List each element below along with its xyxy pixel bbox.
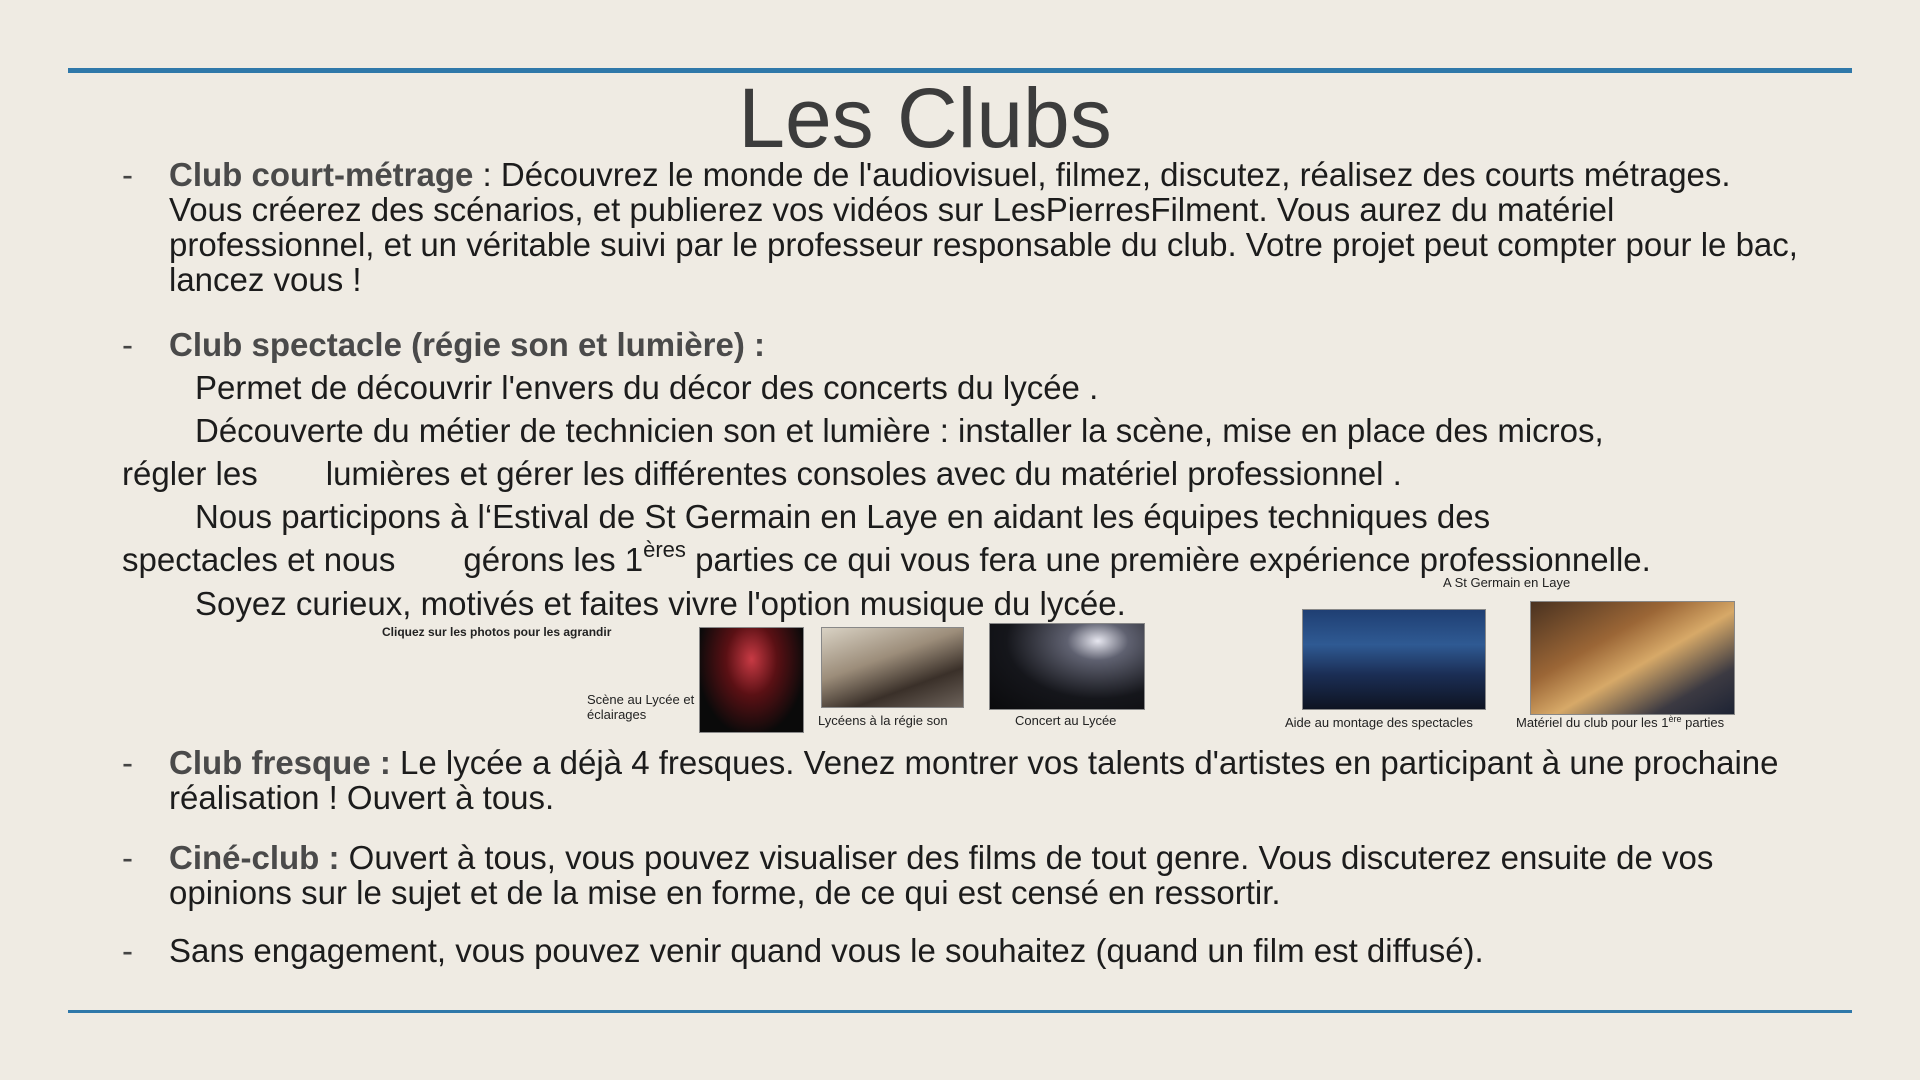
club-court-text xyxy=(169,157,1802,297)
photo-regie-son[interactable] xyxy=(821,627,964,708)
bullet-dash: - xyxy=(122,744,133,781)
club-fresque-name: Club fresque : xyxy=(169,744,391,781)
photo-scene-lycee[interactable] xyxy=(699,627,804,733)
cine-club-description: Ouvert à tous, vous pouvez visualiser des films de tout genre. Vous discuterez ensuite de vos opinions sur le sujet et de la mise en forme, de ce qui est censé en ressortir. xyxy=(169,839,1714,911)
spectacle-p3b-superscript: ères xyxy=(643,537,686,562)
page-title: Les Clubs xyxy=(738,71,1112,165)
club-court-name: Club court-métrage xyxy=(169,156,474,193)
club-fresque-description: Le lycée a déjà 4 fresques. Venez montrer vos talents d'artistes en participant à une prochaine réalisation ! Ouvert à tous. xyxy=(169,744,1779,816)
caption-materiel xyxy=(1516,715,1724,730)
bullet-dash: - xyxy=(122,932,133,969)
bullet-dash: - xyxy=(122,326,133,363)
spectacle-p2b-left: régler les xyxy=(122,455,258,492)
cine-club-text xyxy=(169,840,1802,910)
spectacle-p4-text: Soyez curieux, motivés et faites vivre l'option musique du lycée. xyxy=(195,585,1126,622)
spectacle-paragraph-2-continued xyxy=(122,456,1402,492)
caption-materiel-pre: Matériel du club pour les 1 xyxy=(1516,715,1669,730)
caption-regie: Lycéens à la régie son xyxy=(818,713,948,728)
photo-hint: Cliquez sur les photos pour les agrandir xyxy=(382,625,612,639)
bullet-dash: - xyxy=(122,839,133,876)
spectacle-p1-text: Permet de découvrir l'envers du décor des concerts du lycée . xyxy=(195,369,1099,406)
engagement-item xyxy=(122,933,1802,968)
caption-materiel-post: parties xyxy=(1681,715,1725,730)
caption-concert: Concert au Lycée xyxy=(1015,713,1117,728)
spectacle-p3b-right: parties ce qui vous fera une première expérience professionnelle. xyxy=(685,541,1651,578)
spectacle-p2a-text: Découverte du métier de technicien son et lumière : installer la scène, mise en place des micros, xyxy=(195,412,1604,449)
spectacle-p3a-text: Nous participons à l‘Estival de St Germain en Laye en aidant les équipes techniques des xyxy=(195,498,1491,535)
club-fresque-item xyxy=(122,745,1802,815)
bottom-divider xyxy=(68,1010,1852,1013)
club-spectacle-item xyxy=(122,327,1802,362)
spectacle-p2b-right: lumières et gérer les différentes consoles avec du matériel professionnel . xyxy=(325,455,1402,492)
bullet-dash: - xyxy=(122,156,133,193)
club-court-metrage-item xyxy=(122,157,1802,297)
cine-club-item xyxy=(122,840,1802,910)
club-court-description: : Découvrez le monde de l'audiovisuel, filmez, discutez, réalisez des courts métrages. Vous créerez des scénarios, et publierez vos vidéos sur LesPierresFilment. Vous aurez du matériel professionnel, et un véritable suivi par le professeur responsable du club. Votre projet peut compter pour le bac, lancez vous ! xyxy=(169,156,1798,298)
spectacle-paragraph-3-continued xyxy=(122,537,1651,578)
spectacle-paragraph-1 xyxy=(122,370,1098,406)
caption-materiel-sup: ère xyxy=(1668,714,1682,724)
photo-concert-lycee[interactable] xyxy=(989,623,1145,710)
club-fresque-text xyxy=(169,745,1802,815)
caption-montage: Aide au montage des spectacles xyxy=(1285,715,1473,730)
photo-montage-spectacles[interactable] xyxy=(1302,609,1486,710)
spectacle-p3b-mid: gérons les 1 xyxy=(463,541,644,578)
photo-materiel-club[interactable] xyxy=(1530,601,1735,715)
club-spectacle-name: Club spectacle (régie son et lumière) : xyxy=(169,326,765,363)
spectacle-p3b-left: spectacles et nous xyxy=(122,541,396,578)
spectacle-paragraph-4 xyxy=(122,586,1126,622)
cine-club-name: Ciné-club : xyxy=(169,839,340,876)
caption-scene: Scène au Lycée et éclairages xyxy=(587,692,695,722)
caption-st-germain: A St Germain en Laye xyxy=(1443,575,1571,590)
engagement-text: Sans engagement, vous pouvez venir quand vous le souhaitez (quand un film est diffusé). xyxy=(169,932,1484,969)
spectacle-paragraph-3 xyxy=(122,499,1490,535)
spectacle-paragraph-2 xyxy=(122,413,1604,449)
